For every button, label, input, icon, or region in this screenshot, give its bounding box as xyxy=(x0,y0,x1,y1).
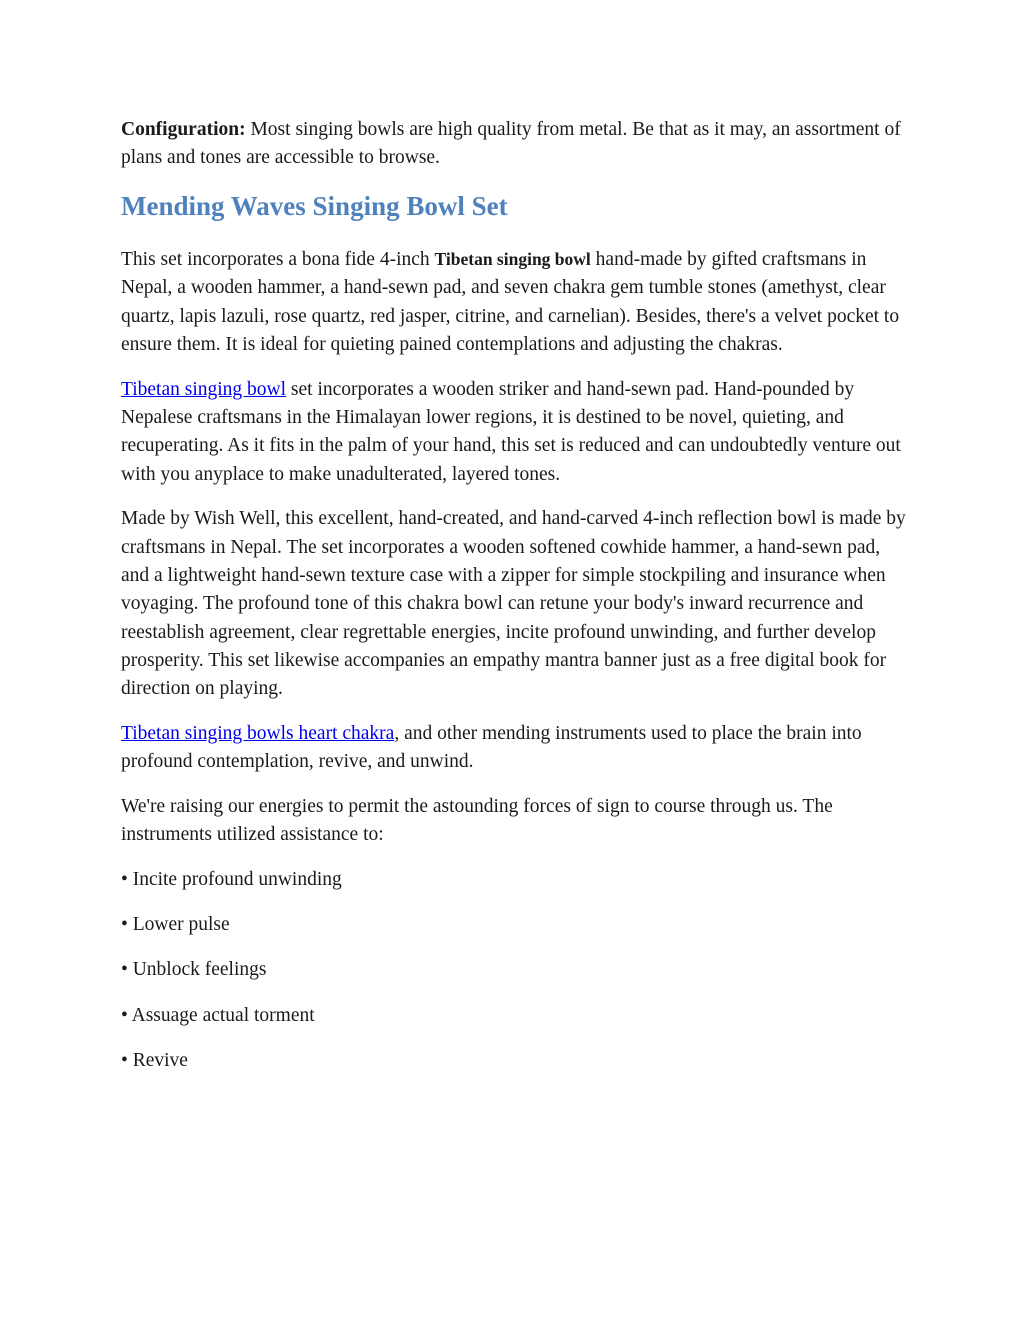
list-item: • Incite profound unwinding xyxy=(121,869,342,891)
list-item: • Assuage actual torment xyxy=(121,1004,315,1026)
configuration-paragraph xyxy=(121,116,906,173)
bullet-list xyxy=(121,866,906,1075)
paragraph-heart-chakra xyxy=(121,720,906,777)
configuration-label: Configuration: xyxy=(121,119,246,140)
list-item: • Lower pulse xyxy=(121,914,230,936)
paragraph-text: set incorporates a wooden striker and hand-sewn pad. Hand-pounded by Nepalese craftsmans in the Himalayan lower regions, it is destined to be novel, quieting, and recuperating. As it fits in the palm of your hand, this set is reduced and can undoubtedly venture out with you anyplace to make unadulterated, layered tones. xyxy=(121,378,901,485)
bold-term: Tibetan singing bowl xyxy=(434,249,591,270)
paragraph-set-description xyxy=(121,245,906,359)
paragraph-text: , and other mending instruments used to place the brain into profound contemplation, revive, and unwind. xyxy=(121,723,862,773)
tibetan-singing-bowl-link[interactable]: Tibetan singing bowl xyxy=(121,378,287,400)
paragraph-wish-well: Made by Wish Well, this excellent, hand-created, and hand-carved 4-inch reflection bowl is made by craftsmans in Nepal. The set incorporates a wooden softened cowhide hammer, a hand-sewn pad, and a lightweight hand-sewn texture case with a zipper for simple stockpiling and insurance when voyaging. The profound tone of this chakra bowl can retune your body's inward recurrence and reestablish agreement, clear regrettable energies, incite profound unwinding, and further develop prosperity. This set likewise accompanies an empathy mantra banner just as a free digital book for direction on playing. xyxy=(121,508,906,700)
configuration-text: Most singing bowls are high quality from metal. Be that as it may, an assortment of plans and tones are accessible to browse. xyxy=(121,119,901,169)
list-item: • Revive xyxy=(121,1049,188,1071)
list-item: • Unblock feelings xyxy=(121,959,267,981)
paragraph-striker-set xyxy=(121,376,906,489)
paragraph-energies: We're raising our energies to permit the astounding forces of sign to course through us. The instruments utilized assistance to: xyxy=(121,796,833,846)
paragraph-text: This set incorporates a bona fide 4-inch xyxy=(121,249,435,271)
document-page xyxy=(121,116,906,1092)
heart-chakra-link[interactable]: Tibetan singing bowls heart chakra xyxy=(121,723,395,745)
paragraph-text: hand-made by gifted craftsmans in Nepal, a wooden hammer, a hand-sewn pad, and seven chakra gem tumble stones (amethyst, clear quartz, lapis lazuli, rose quartz, red jasper, citrine, and carnelian). Besides, there's a velvet pocket to ensure them. It is ideal for quieting pained contemplations and adjusting the chakras. xyxy=(121,249,900,355)
section-heading: Mending Waves Singing Bowl Set xyxy=(121,191,508,222)
